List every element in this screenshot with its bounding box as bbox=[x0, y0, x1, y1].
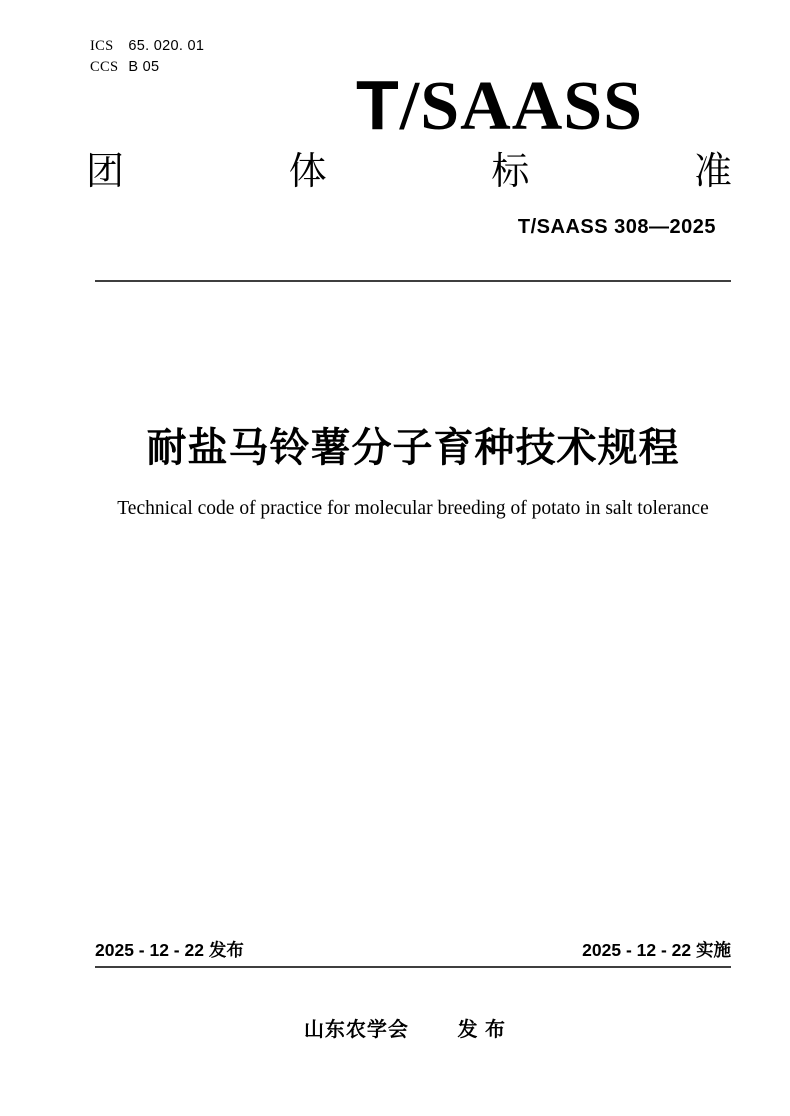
ccs-value: B 05 bbox=[128, 59, 160, 75]
publisher-name: 山东农学会 bbox=[303, 1019, 409, 1041]
implement-date: 2025 - 12 - 22 实施 bbox=[582, 940, 731, 960]
doc-type-char: 标 bbox=[491, 151, 530, 193]
bottom-rule bbox=[95, 966, 731, 968]
standard-number: T/SAASS 308—2025 bbox=[517, 216, 716, 238]
standard-body-logo bbox=[356, 68, 643, 144]
ics-value: 65. 020. 01 bbox=[128, 38, 205, 54]
logo-saass: /SAASS bbox=[399, 68, 644, 145]
ccs-label: CCS bbox=[90, 59, 119, 75]
publish-label: 发 布 bbox=[457, 1019, 507, 1041]
classification-block bbox=[90, 36, 204, 78]
publisher-row bbox=[70, 1016, 740, 1044]
ccs-line bbox=[90, 57, 204, 78]
standard-title-zh: 耐盐马铃薯分子育种技术规程 bbox=[146, 426, 680, 470]
doc-type-char: 团 bbox=[86, 151, 125, 193]
doc-type-char: 体 bbox=[288, 151, 327, 193]
ics-label: ICS bbox=[90, 38, 114, 54]
issue-date: 2025 - 12 - 22 发布 bbox=[95, 940, 244, 960]
dates-row bbox=[95, 938, 731, 962]
doc-type-row bbox=[86, 150, 732, 194]
standard-title-en: Technical code of practice for molecular breeding of potato in salt tolerance bbox=[117, 498, 709, 519]
top-rule bbox=[95, 280, 731, 282]
doc-type-char: 准 bbox=[693, 151, 732, 193]
ics-line bbox=[90, 36, 204, 57]
logo-t: T bbox=[356, 66, 400, 144]
